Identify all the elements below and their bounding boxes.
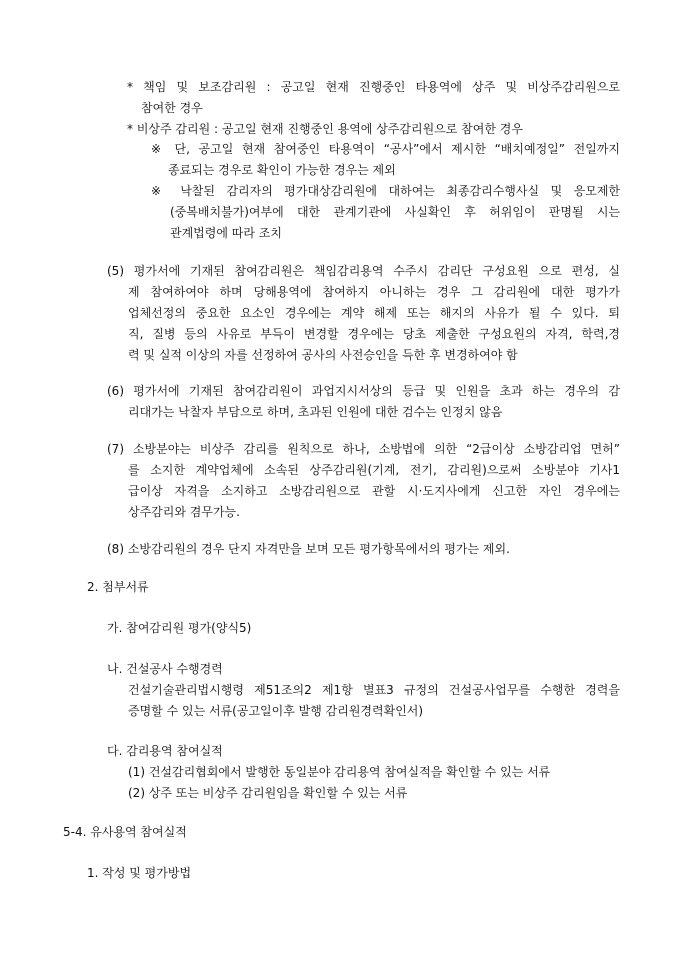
item-5-line-4: 직, 질병 등의 사유로 부득이 변경할 경우에는 당초 제출한 구성요원의 자격, 학력,경 bbox=[128, 327, 620, 341]
item-7-line-1: (7) 소방분야는 비상주 감리를 원칙으로 하나, 소방법에 의한 “2급이상 소방감리업 면허” bbox=[107, 442, 620, 456]
note-2-line-2: (중복배치불가)여부에 대한 관계기관에 사실확인 후 허위임이 판명될 시는 bbox=[170, 205, 620, 219]
attachment-b-title: 나. 건설공사 수행경력 bbox=[107, 662, 223, 676]
item-8: (8) 소방감리원의 경우 단지 자격만을 보며 모든 평가항목에서의 평가는 제외. bbox=[107, 542, 510, 556]
criteria-bullet-1-line-2: 참여한 경우 bbox=[141, 101, 203, 115]
item-5-line-3: 업체선정의 중요한 요소인 경우에는 계약 해제 또는 해지의 사유가 될 수 있다. 퇴 bbox=[128, 306, 620, 320]
item-7-line-2: 를 소지한 계약업체에 소속된 상주감리원(기계, 전기, 감리원)으로써 소방분야 기사1 bbox=[128, 463, 620, 477]
attachment-b-line-1: 건설기술관리법시행령 제51조의2 제1항 별표3 규정의 건설공사업무를 수행한 경력을 bbox=[128, 683, 620, 697]
note-2-line-3: 관계법령에 따라 조치 bbox=[170, 226, 282, 240]
item-5-line-5: 력 및 실적 이상의 자를 선정하여 공사의 사전승인을 득한 후 변경하여야 함 bbox=[128, 348, 518, 362]
item-7-line-4: 상주감리와 겸무가능. bbox=[128, 505, 240, 519]
item-6-line-2: 리대가는 낙찰자 부담으로 하며, 초과된 인원에 대한 검수는 인정치 않음 bbox=[128, 405, 503, 419]
note-2-line-1: ※ 낙찰된 감리자의 평가대상감리원에 대하여는 최종감리수행사실 및 응모제한 bbox=[151, 184, 620, 198]
attachments-heading: 2. 첨부서류 bbox=[87, 580, 149, 594]
attachment-c-title: 다. 감리용역 참여실적 bbox=[107, 744, 223, 758]
note-1-line-1: ※ 단, 공고일 현재 참여중인 타용역이 “공사”에서 제시한 “배치예정일” 전일까지 bbox=[151, 142, 620, 156]
attachment-a: 가. 참여감리원 평가(양식5) bbox=[107, 621, 252, 635]
attachment-c-item-1: (1) 건설감리협회에서 발행한 동일분야 감리용역 참여실적을 확인할 수 있는 서류 bbox=[128, 765, 551, 779]
attachment-c-item-2: (2) 상주 또는 비상주 감리원임을 확인할 수 있는 서류 bbox=[128, 786, 408, 800]
section-heading: 5-4. 유사용역 참여실적 bbox=[63, 825, 187, 839]
section-subheading: 1. 작성 및 평가방법 bbox=[87, 866, 192, 880]
item-6-line-1: (6) 평가서에 기재된 참여감리원이 과업지시서상의 등급 및 인원을 초과 하는 경우의 감 bbox=[107, 384, 620, 398]
attachment-b-line-2: 증명할 수 있는 서류(공고일이후 발행 감리원경력확인서) bbox=[128, 704, 424, 718]
note-1-line-2: 종료되는 경우로 확인이 가능한 경우는 제외 bbox=[168, 163, 396, 177]
criteria-bullet-1-line-1: * 책임 및 보조감리원 : 공고일 현재 진행중인 타용역에 상주 및 비상주감리원으로 bbox=[127, 80, 620, 94]
item-7-line-3: 급이상 자격을 소지하고 소방감리원으로 관할 시·도지사에게 신고한 자인 경우에는 bbox=[128, 484, 620, 498]
criteria-bullet-2: * 비상주 감리원 : 공고일 현재 진행중인 용역에 상주감리원으로 참여한 경우 bbox=[127, 122, 523, 136]
item-5-line-1: (5) 평가서에 기재된 참여감리원은 책임감리용역 수주시 감리단 구성요원 으로 편성, 실 bbox=[107, 264, 620, 278]
item-5-line-2: 제 참여하여야 하며 당해용역에 참여하지 아니하는 경우 그 감리원에 대한 평가가 bbox=[128, 285, 620, 299]
